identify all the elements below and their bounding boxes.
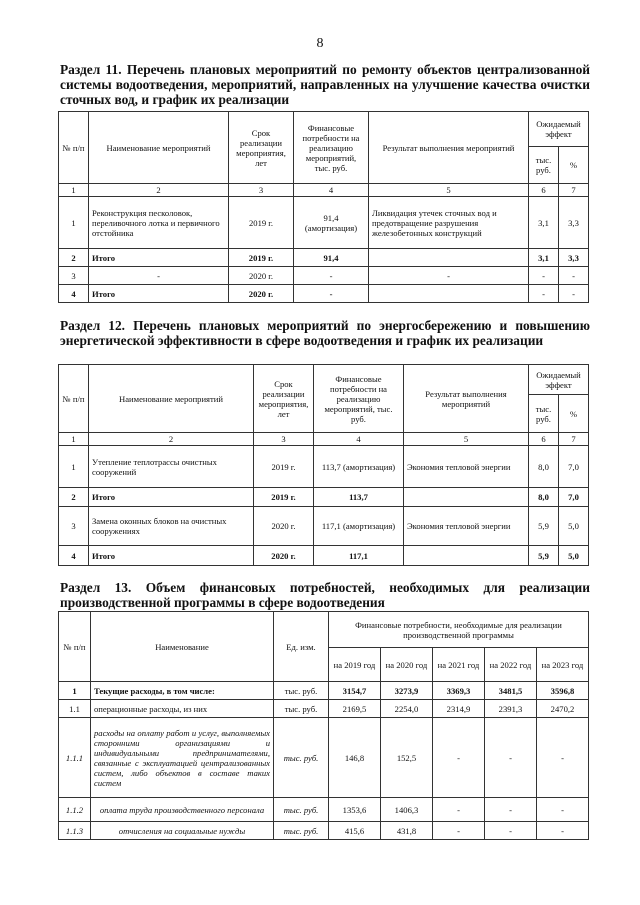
header-unit-rub: тыс. руб. <box>529 147 559 184</box>
col-number: 1 <box>59 184 89 197</box>
row-value: 3596,8 <box>537 682 589 700</box>
header-unit-rub: тыс. руб. <box>529 395 559 433</box>
row-num: 1 <box>59 197 89 249</box>
header-term: Срок реализации мероприятия, лет <box>229 112 294 184</box>
row-num: 1.1 <box>59 700 91 718</box>
row-name: оплата труда производственного персонала <box>91 798 274 822</box>
column-number-row <box>59 433 589 446</box>
col-number: 6 <box>529 433 559 446</box>
row-result <box>404 488 529 507</box>
header-finance: Финансовые потребности, необходимые для реализации производственной программы <box>329 612 589 648</box>
table-row <box>59 446 589 488</box>
row-result <box>369 285 529 303</box>
row-unit: тыс. руб. <box>274 700 329 718</box>
row-name: Итого <box>89 546 254 566</box>
row-value: - <box>433 822 485 840</box>
row-num: 1.1.3 <box>59 822 91 840</box>
row-value: - <box>485 822 537 840</box>
row-rub: - <box>529 285 559 303</box>
row-unit: тыс. руб. <box>274 798 329 822</box>
header-name: Наименование мероприятий <box>89 112 229 184</box>
col-number: 5 <box>369 184 529 197</box>
table-row <box>59 267 589 285</box>
row-num: 1 <box>59 682 91 700</box>
header-finance: Финансовые потребности на реализацию мероприятий, тыс. руб. <box>314 365 404 433</box>
row-term: 2019 г. <box>229 197 294 249</box>
row-pct: 3,3 <box>559 249 589 267</box>
table-row <box>59 822 589 840</box>
col-number: 6 <box>529 184 559 197</box>
table-row <box>59 285 589 303</box>
row-pct: 3,3 <box>559 197 589 249</box>
row-value: 415,6 <box>329 822 381 840</box>
row-value: 2470,2 <box>537 700 589 718</box>
row-rub: 8,0 <box>529 446 559 488</box>
header-effect: Ожидаемый эффект <box>529 365 589 395</box>
section-13-table <box>58 611 589 840</box>
row-unit: тыс. руб. <box>274 822 329 840</box>
row-unit: тыс. руб. <box>274 718 329 798</box>
row-value: 3154,7 <box>329 682 381 700</box>
row-term: 2019 г. <box>229 249 294 267</box>
header-unit-pct: % <box>559 147 589 184</box>
row-name: Итого <box>89 249 229 267</box>
table-row <box>59 249 589 267</box>
row-rub: 3,1 <box>529 197 559 249</box>
row-value: 1353,6 <box>329 798 381 822</box>
row-value: - <box>537 718 589 798</box>
header-result: Результат выполнения мероприятий <box>404 365 529 433</box>
row-pct: - <box>559 267 589 285</box>
row-value: 3369,3 <box>433 682 485 700</box>
row-value: 3481,5 <box>485 682 537 700</box>
row-name: отчисления на социальные нужды <box>91 822 274 840</box>
row-unit: тыс. руб. <box>274 682 329 700</box>
row-pct: 5,0 <box>559 546 589 566</box>
col-number: 5 <box>404 433 529 446</box>
row-term: 2020 г. <box>254 507 314 546</box>
row-name: Итого <box>89 488 254 507</box>
header-num: № п/п <box>59 112 89 184</box>
row-name: операционные расходы, из них <box>91 700 274 718</box>
section-11-table <box>58 111 589 303</box>
row-term: 2020 г. <box>254 546 314 566</box>
row-value: 431,8 <box>381 822 433 840</box>
row-term: 2019 г. <box>254 446 314 488</box>
row-result <box>369 249 529 267</box>
header-num: № п/п <box>59 612 91 682</box>
header-year: на 2019 год <box>329 648 381 682</box>
col-number: 3 <box>254 433 314 446</box>
row-pct: 5,0 <box>559 507 589 546</box>
header-effect: Ожидаемый эффект <box>529 112 589 147</box>
row-pct: 7,0 <box>559 446 589 488</box>
header-name: Наименование <box>91 612 274 682</box>
row-value: 146,8 <box>329 718 381 798</box>
row-value: 2314,9 <box>433 700 485 718</box>
row-value: 2391,3 <box>485 700 537 718</box>
column-number-row <box>59 184 589 197</box>
row-num: 3 <box>59 507 89 546</box>
table-header-row <box>59 112 589 147</box>
page-number: 8 <box>316 36 324 51</box>
header-finance: Финансовые потребности на реализацию мероприятий, тыс. руб. <box>294 112 369 184</box>
col-number: 2 <box>89 433 254 446</box>
row-value: - <box>485 718 537 798</box>
table-row <box>59 488 589 507</box>
section-12-heading: Раздел 12. Перечень плановых мероприятий по энергосбережению и повышению энергетической эффективности в сфере водоотведения и график их реализации <box>60 318 590 348</box>
header-unit-pct: % <box>559 395 589 433</box>
row-finance: 117,1 <box>314 546 404 566</box>
row-finance: 113,7 (амортизация) <box>314 446 404 488</box>
section-13-heading: Раздел 13. Объем финансовых потребностей, необходимых для реализации производственной программы в сфере водоотведения <box>60 580 590 610</box>
header-unit: Ед. изм. <box>274 612 329 682</box>
header-term: Срок реализации мероприятия, лет <box>254 365 314 433</box>
table-row <box>59 682 589 700</box>
table-header-row <box>59 612 589 648</box>
table-row <box>59 718 589 798</box>
row-value: - <box>433 718 485 798</box>
header-year: на 2020 год <box>381 648 433 682</box>
row-term: 2020 г. <box>229 285 294 303</box>
table-row <box>59 798 589 822</box>
header-year: на 2021 год <box>433 648 485 682</box>
header-name: Наименование мероприятий <box>89 365 254 433</box>
row-finance: 91,4 (амортизация) <box>294 197 369 249</box>
col-number: 7 <box>559 184 589 197</box>
col-number: 1 <box>59 433 89 446</box>
row-name: Реконструкция песколовок, переливочного лотка и первичного отстойника <box>89 197 229 249</box>
row-rub: 5,9 <box>529 507 559 546</box>
row-num: 2 <box>59 249 89 267</box>
col-number: 3 <box>229 184 294 197</box>
row-value: - <box>485 798 537 822</box>
table-row <box>59 546 589 566</box>
row-name: Итого <box>89 285 229 303</box>
row-rub: 8,0 <box>529 488 559 507</box>
row-result: - <box>369 267 529 285</box>
row-rub: 5,9 <box>529 546 559 566</box>
row-name: - <box>89 267 229 285</box>
row-value: - <box>433 798 485 822</box>
col-number: 4 <box>314 433 404 446</box>
row-name: Текущие расходы, в том числе: <box>91 682 274 700</box>
row-pct: - <box>559 285 589 303</box>
row-rub: 3,1 <box>529 249 559 267</box>
row-finance: - <box>294 285 369 303</box>
row-finance: 117,1 (амортизация) <box>314 507 404 546</box>
row-result: Ликвидация утечек сточных вод и предотвращение разрушения железобетонных конструкций <box>369 197 529 249</box>
row-finance: 113,7 <box>314 488 404 507</box>
row-value: 152,5 <box>381 718 433 798</box>
col-number: 2 <box>89 184 229 197</box>
row-name: расходы на оплату работ и услуг, выполняемых сторонними организациями и индивидуальными предпринимателями, связанные с эксплуатацией централизованных систем, либо объектов в составе таких систем <box>91 718 274 798</box>
header-num: № п/п <box>59 365 89 433</box>
row-num: 4 <box>59 285 89 303</box>
row-result: Экономия тепловой энергии <box>404 507 529 546</box>
table-row <box>59 197 589 249</box>
header-year: на 2022 год <box>485 648 537 682</box>
row-value: - <box>537 822 589 840</box>
col-number: 7 <box>559 433 589 446</box>
row-pct: 7,0 <box>559 488 589 507</box>
section-12-table <box>58 364 589 566</box>
row-num: 3 <box>59 267 89 285</box>
table-header-row <box>59 365 589 395</box>
row-value: 3273,9 <box>381 682 433 700</box>
table-row <box>59 700 589 718</box>
row-value: - <box>537 798 589 822</box>
row-name: Замена оконных блоков на очистных сооружениях <box>89 507 254 546</box>
row-num: 2 <box>59 488 89 507</box>
row-num: 1.1.2 <box>59 798 91 822</box>
row-num: 4 <box>59 546 89 566</box>
row-num: 1 <box>59 446 89 488</box>
row-value: 2254,0 <box>381 700 433 718</box>
header-year: на 2023 год <box>537 648 589 682</box>
row-name: Утепление теплотрассы очистных сооружений <box>89 446 254 488</box>
table-row <box>59 507 589 546</box>
row-finance: 91,4 <box>294 249 369 267</box>
row-result <box>404 546 529 566</box>
row-num: 1.1.1 <box>59 718 91 798</box>
row-term: 2019 г. <box>254 488 314 507</box>
row-rub: - <box>529 267 559 285</box>
section-11-heading: Раздел 11. Перечень плановых мероприятий по ремонту объектов централизованной системы водоотведения, мероприятий, направленных на улучшение качества очистки сточных вод, и график их реализации <box>60 62 590 107</box>
row-value: 2169,5 <box>329 700 381 718</box>
col-number: 4 <box>294 184 369 197</box>
row-result: Экономия тепловой энергии <box>404 446 529 488</box>
row-value: 1406,3 <box>381 798 433 822</box>
header-result: Результат выполнения мероприятий <box>369 112 529 184</box>
row-finance: - <box>294 267 369 285</box>
row-term: 2020 г. <box>229 267 294 285</box>
